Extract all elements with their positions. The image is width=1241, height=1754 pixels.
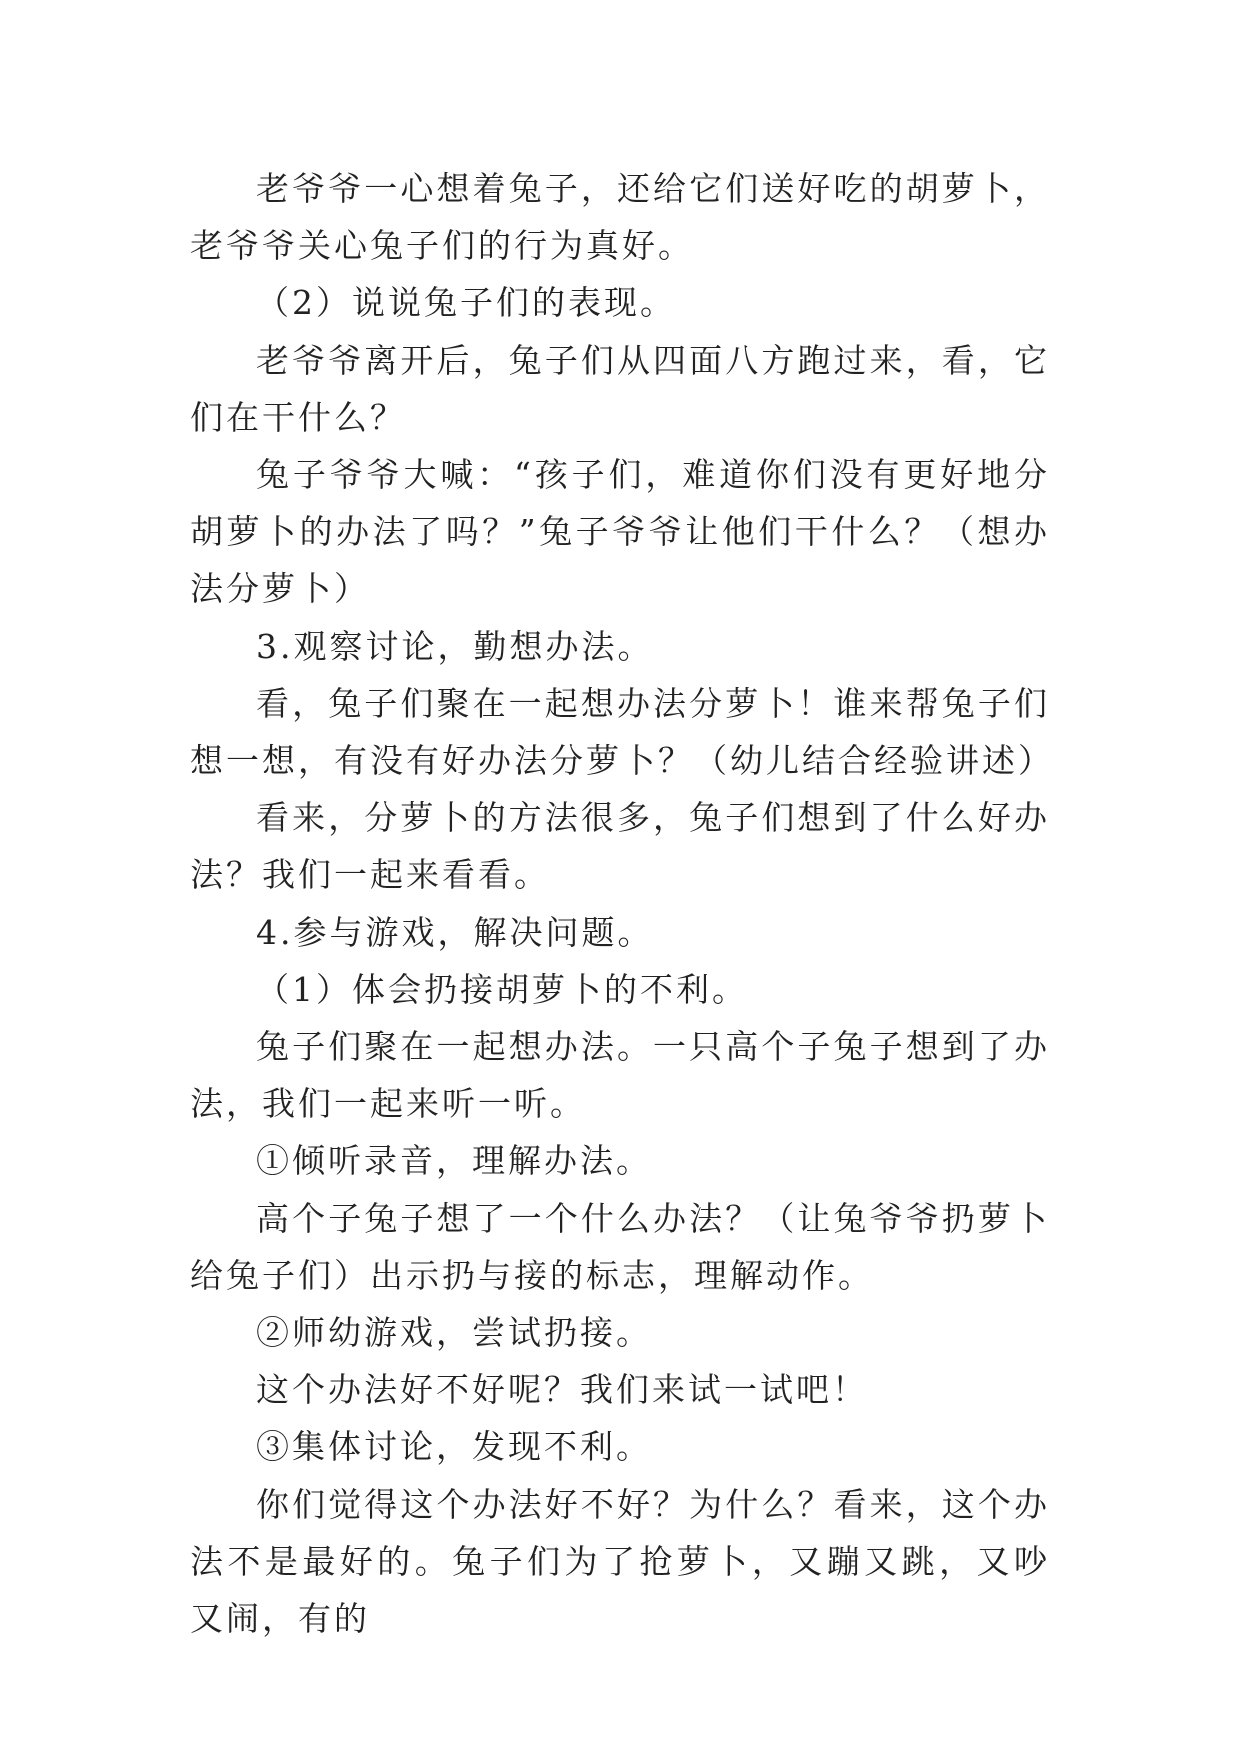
paragraph: 看，兔子们聚在一起想办法分萝卜！谁来帮兔子们想一想，有没有好办法分萝卜？（幼儿结合经验讲述） [190,683,1054,781]
paragraph: 老爷爷离开后，兔子们从四面八方跑过来，看，它们在干什么？ [190,340,1050,437]
paragraph: 兔子爷爷大喊：“孩子们，难道你们没有更好地分胡萝卜的办法了吗？”兔子爷爷让他们干什么？（想办法分萝卜） [190,455,1050,609]
paragraph: ①倾听录音，理解办法。 [256,1141,652,1181]
paragraph: ③集体讨论，发现不利。 [256,1427,652,1467]
paragraph: （2）说说兔子们的表现。 [256,283,676,323]
paragraph: 3.观察讨论，勤想办法。 [256,626,654,666]
document-body [190,160,1054,1647]
paragraph: 高个子兔子想了一个什么办法？（让兔爷爷扔萝卜给兔子们）出示扔与接的标志，理解动作。 [190,1198,1050,1295]
paragraph: 老爷爷一心想着兔子，还给它们送好吃的胡萝卜，老爷爷关心兔子们的行为真好。 [190,169,1050,266]
paragraph: ②师幼游戏，尝试扔接。 [256,1313,652,1353]
paragraph: 这个办法好不好呢？我们来试一试吧！ [256,1370,868,1410]
paragraph: 看来，分萝卜的方法很多，兔子们想到了什么好办法？我们一起来看看。 [190,798,1050,895]
paragraph: （1）体会扔接胡萝卜的不利。 [256,969,748,1009]
paragraph: 你们觉得这个办法好不好？为什么？看来，这个办法不是最好的。兔子们为了抢萝卜，又蹦又跳，又吵又闹，有的 [190,1484,1050,1639]
paragraph: 兔子们聚在一起想办法。一只高个子兔子想到了办法，我们一起来听一听。 [190,1027,1050,1124]
paragraph: 4.参与游戏，解决问题。 [256,912,654,952]
